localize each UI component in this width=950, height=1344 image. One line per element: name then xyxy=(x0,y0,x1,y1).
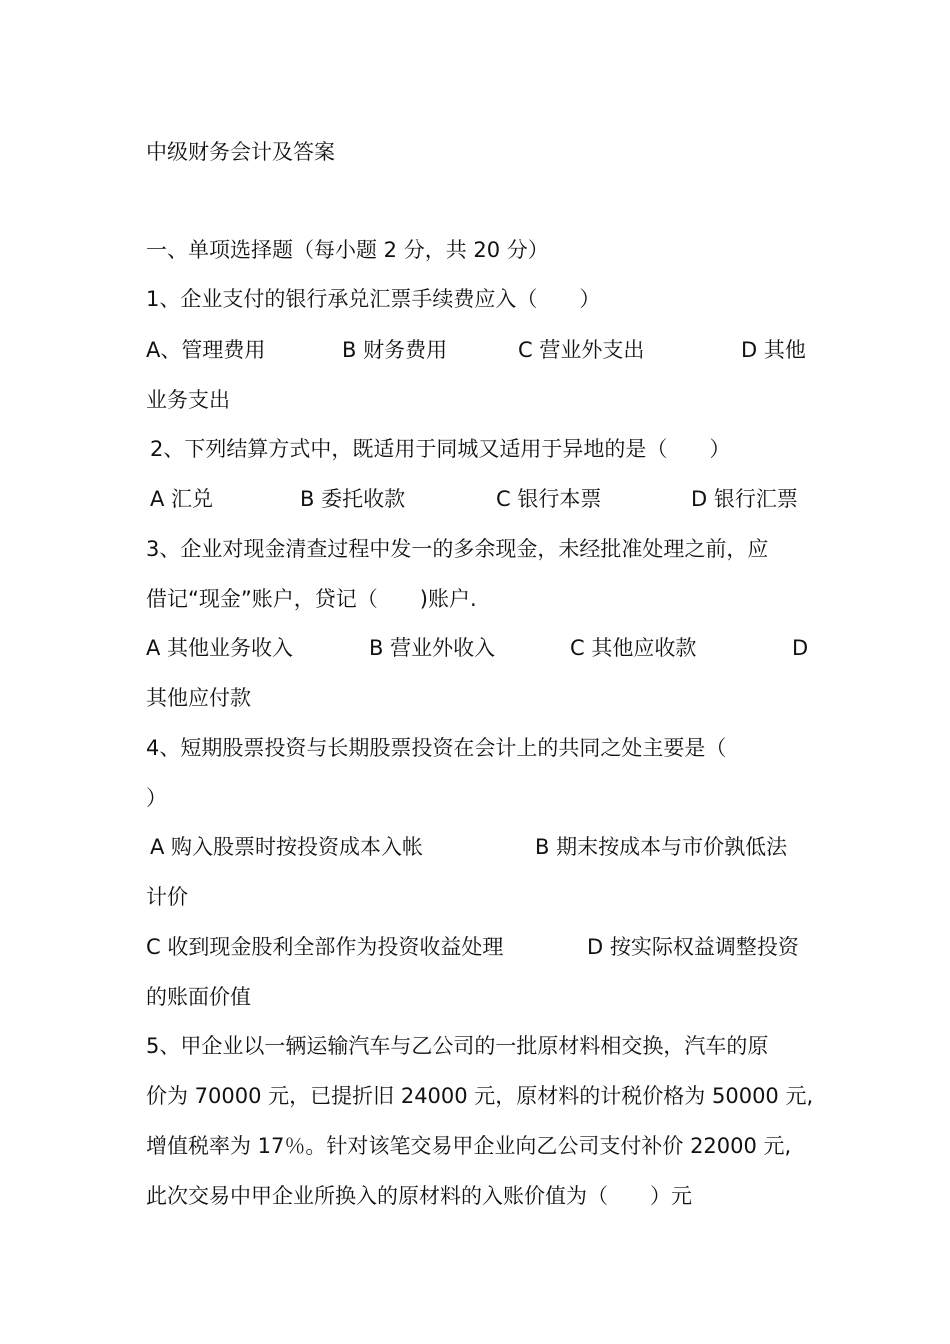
question-5-line-3: 增值税率为 17％。针对该笔交易甲企业向乙公司支付补价 22000 元, xyxy=(146,1134,792,1158)
question-4-options-row-1 xyxy=(0,832,950,862)
question-2-option-b: B 委托收款 xyxy=(300,487,406,511)
question-3-option-b: B 营业外收入 xyxy=(369,636,496,660)
question-4-option-d-continued: 的账面价值 xyxy=(146,985,251,1009)
question-3-stem-line-2: 借记“现金”账户，贷记（ )账户. xyxy=(146,587,477,611)
question-5-line-1: 5、甲企业以一辆运输汽车与乙公司的一批原材料相交换，汽车的原 xyxy=(146,1034,769,1058)
question-1-option-d: D 其他 xyxy=(741,338,806,362)
question-5-line-4: 此次交易中甲企业所换入的原材料的入账价值为（ ）元 xyxy=(146,1184,692,1208)
question-2-option-a: A 汇兑 xyxy=(150,487,214,511)
question-3-options xyxy=(0,633,950,663)
question-3-option-d: D xyxy=(792,636,809,660)
question-2-option-c: C 银行本票 xyxy=(496,487,602,511)
question-1-options xyxy=(0,335,950,365)
question-4-stem-line-2: ） xyxy=(146,786,167,810)
question-1-stem: 1、企业支付的银行承兑汇票手续费应入（ ） xyxy=(146,287,601,311)
document-title: 中级财务会计及答案 xyxy=(146,140,335,164)
question-4-option-a: A 购入股票时按投资成本入帐 xyxy=(150,835,424,859)
question-2-options xyxy=(0,484,950,514)
question-4-option-b: B 期末按成本与市价孰低法 xyxy=(535,835,788,859)
question-2-option-d: D 银行汇票 xyxy=(691,487,798,511)
question-1-option-b: B 财务费用 xyxy=(342,338,448,362)
question-3-stem-line-1: 3、企业对现金清查过程中发一的多余现金，未经批准处理之前，应 xyxy=(146,537,769,561)
question-1-option-c: C 营业外支出 xyxy=(518,338,645,362)
question-4-stem-line-1: 4、短期股票投资与长期股票投资在会计上的共同之处主要是（ xyxy=(146,736,727,760)
question-3-option-a: A 其他业务收入 xyxy=(146,636,294,660)
question-4-option-b-continued: 计价 xyxy=(146,885,188,909)
question-5-line-2: 价为 70000 元，已提折旧 24000 元，原材料的计税价格为 50000 元, xyxy=(146,1084,814,1108)
question-3-option-d-continued: 其他应付款 xyxy=(146,686,251,710)
question-2-stem: 2、下列结算方式中，既适用于同城又适用于异地的是（ ） xyxy=(150,437,731,461)
question-1-option-d-continued: 业务支出 xyxy=(146,388,230,412)
section-heading: 一、单项选择题（每小题 2 分，共 20 分） xyxy=(146,238,549,262)
question-4-option-c: C 收到现金股利全部作为投资收益处理 xyxy=(146,935,504,959)
question-3-option-c: C 其他应收款 xyxy=(570,636,697,660)
question-4-option-d: D 按实际权益调整投资 xyxy=(587,935,799,959)
question-1-option-a: A、管理费用 xyxy=(146,338,266,362)
question-4-options-row-2 xyxy=(0,932,950,962)
